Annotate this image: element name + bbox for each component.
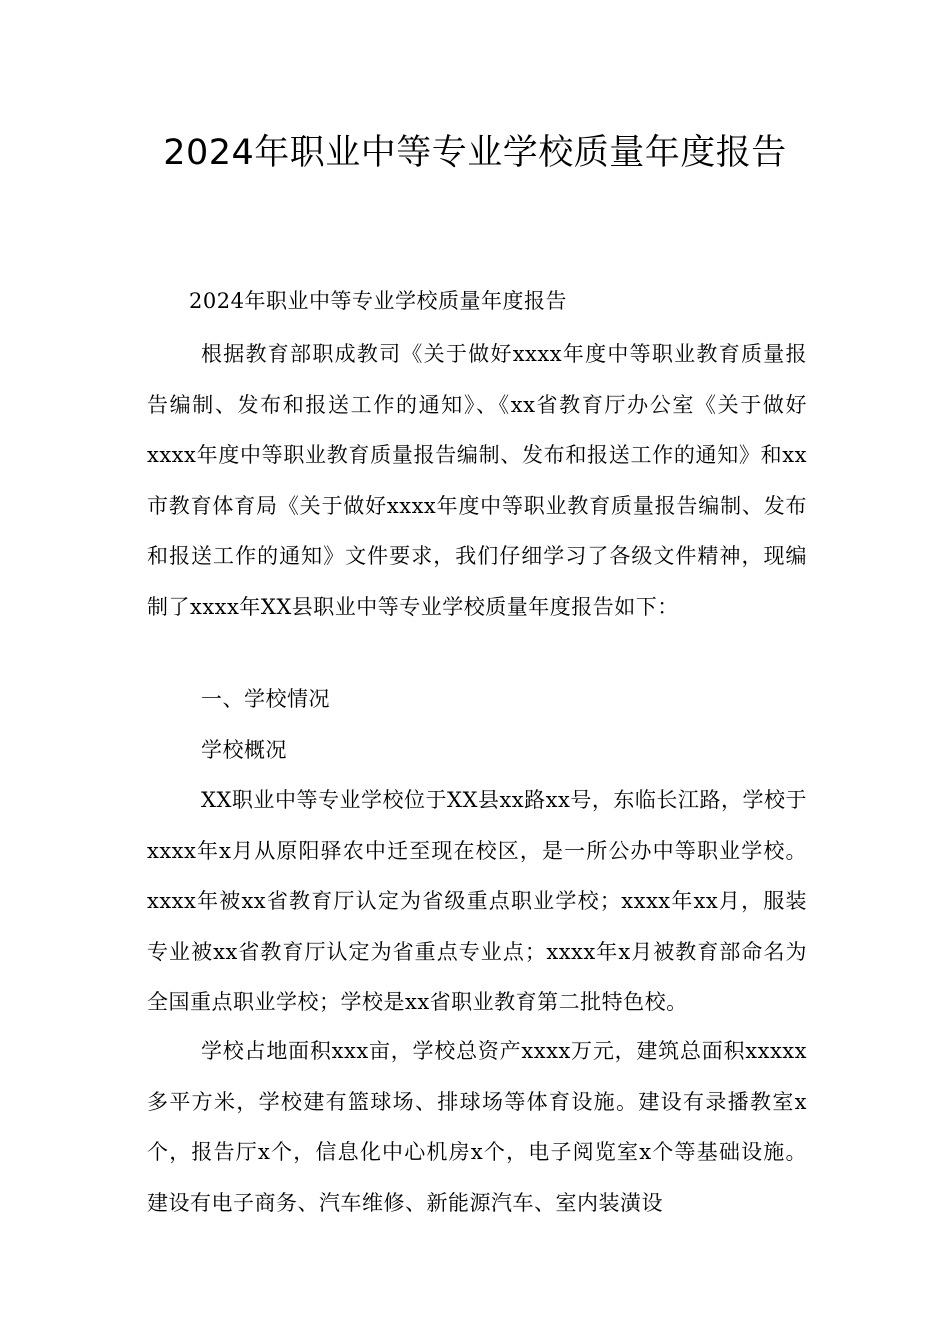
section-heading-school-info: 一、学校情况 (201, 687, 330, 711)
paragraph-facilities: 学校占地面积xxx亩，学校总资产xxxx万元，建筑总面积xxxxx多平方米，学校建有篮球场、排球场等体育设施。建设有录播教室x个，报告厅x个，信息化中心机房x个，电子阅览室x个等基础设施。建设有电子商务、汽车维修、新能源汽车、室内装潢设 (147, 1039, 807, 1215)
paragraph-overview: XX职业中等专业学校位于XX县xx路xx号，东临长江路，学校于xxxx年x月从原阳驿农中迁至现在校区，是一所公办中等职业学校。xxxx年被xx省教育厅认定为省级重点职业学校；xxxx年xx月，服装专业被xx省教育厅认定为省重点专业点；xxxx年x月被教育部命名为全国重点职业学校；学校是xx省职业教育第二批特色校。 (147, 788, 807, 1014)
document-title: 2024年职业中等专业学校质量年度报告 (163, 133, 787, 173)
subsection-heading-overview: 学校概况 (201, 738, 287, 762)
document-subtitle: 2024年职业中等专业学校质量年度报告 (189, 289, 567, 313)
paragraph-intro: 根据教育部职成教司《关于做好xxxx年度中等职业教育质量报告编制、发布和报送工作的通知》、《xx省教育厅办公室《关于做好xxxx年度中等职业教育质量报告编制、发布和报送工作的通知》和xx市教育体育局《关于做好xxxx年度中等职业教育质量报告编制、发布和报送工作的通知》文件要求，我们仔细学习了各级文件精神，现编制了xxxx年XX县职业中等专业学校质量年度报告如下： (147, 342, 807, 619)
